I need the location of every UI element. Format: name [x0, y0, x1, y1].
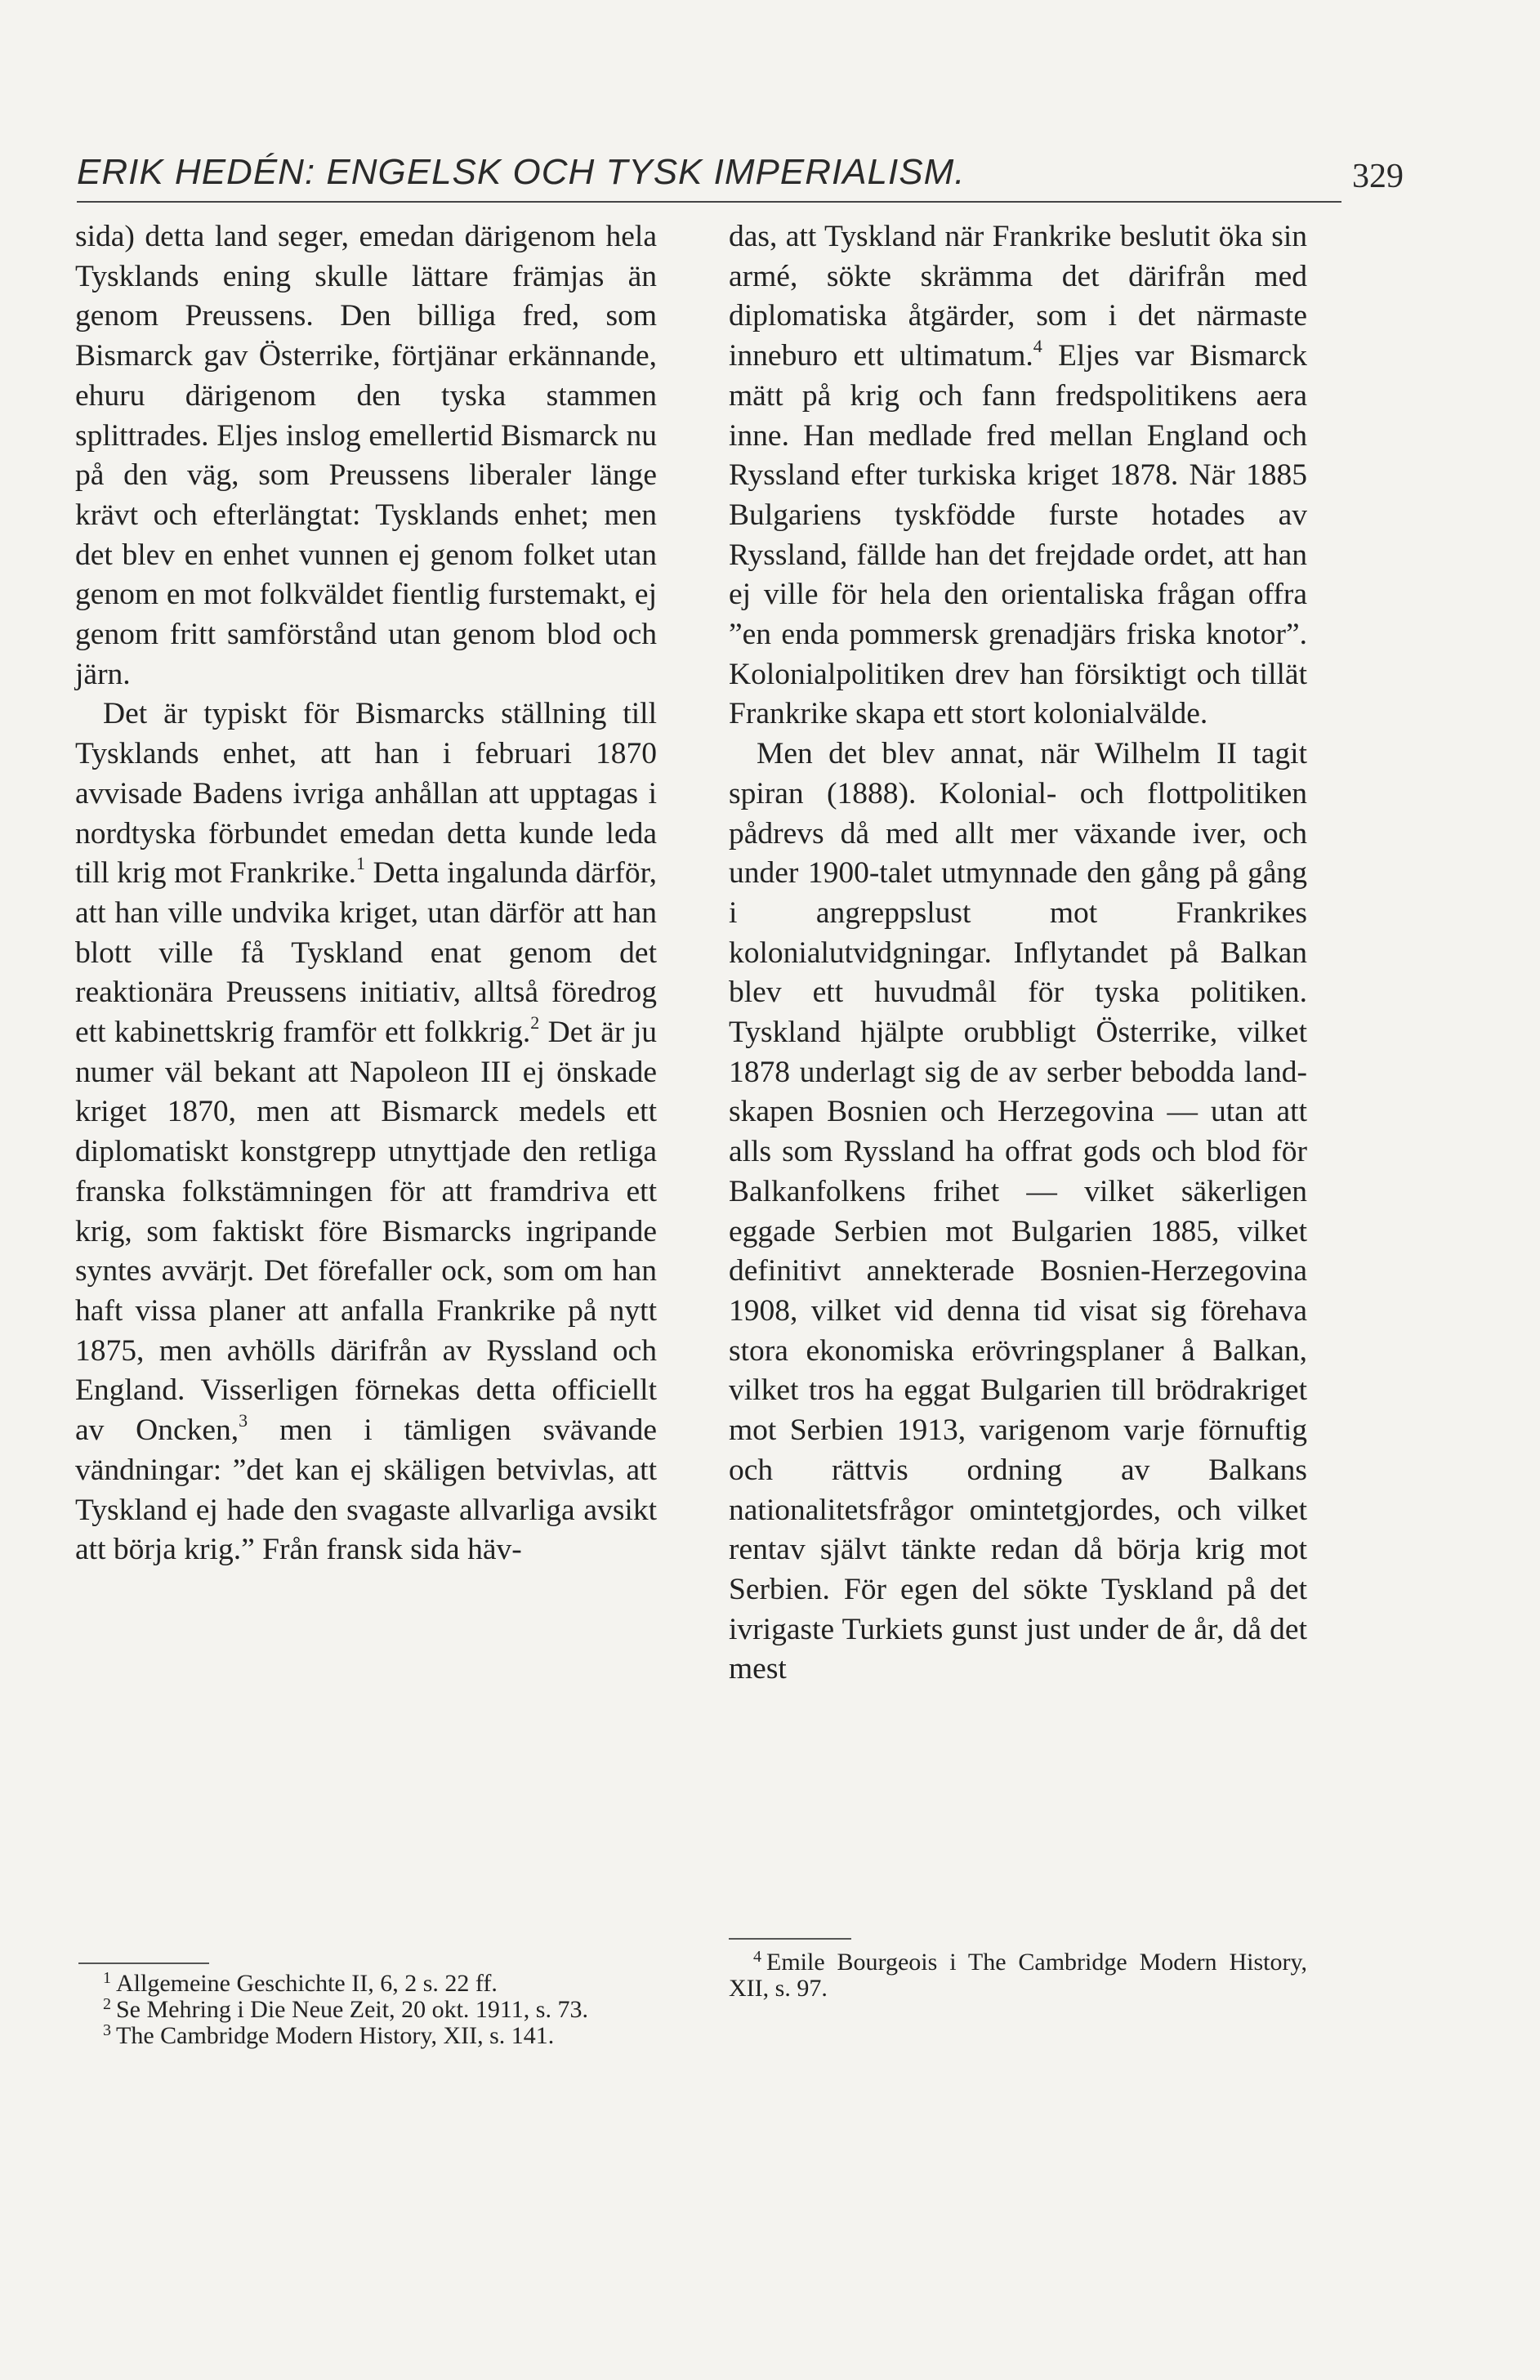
- right-paragraph-1: [729, 217, 1307, 735]
- footnote-4: [729, 1949, 1307, 2002]
- footnote-ref-1: 1: [356, 853, 365, 874]
- right-paragraph-1-text-a: das, att Tyskland när Frankrike beslutit öka sin armé, sökte skrämma det därifrån med diplomatiska åtgärder, som i det närmaste inneburo ett ultimatum.: [729, 220, 1307, 373]
- footnote-mark: 3: [103, 2021, 111, 2039]
- footnote-rule-left: [78, 1962, 209, 1964]
- footnote-1: [78, 1971, 657, 1997]
- left-paragraph-1: sida) detta land seger, emedan därigenom hela Tysklands ening skulle lättare främjas än genom Preussens. Den billiga fred, som Bismarck gav Österrike, förtjänar erkännande, ehuru därigenom den tyska stammen splittrades. Eljes inslog emellertid Bismarck nu på den väg, som Preussens liberaler länge krävt och efterlängtat: Tysklands enhet; men det blev en enhet vunnen ej genom folket utan genom en mot folkväldet fientlig furstemakt, ej genom fritt samförstånd utan genom blod och järn.: [75, 220, 657, 691]
- footnote-text: Emile Bourgeois i The Cambridge Modern History, XII, s. 97.: [729, 1949, 1307, 2002]
- footnote-mark: 4: [753, 1948, 761, 1966]
- header-rule: [77, 201, 1341, 203]
- left-paragraph-2-text-a: Det är typiskt för Bismarcks ställning till Tysklands enhet, att han i februari 1870 avvisade Badens ivriga anhållan att upptagas i nordtyska förbundet emedan detta kunde leda till krig mot Frankrike.: [75, 697, 657, 891]
- footnote-ref-3: 3: [239, 1410, 248, 1431]
- footnote-rule-right: [729, 1938, 851, 1940]
- footnotes-left: [78, 1971, 657, 2049]
- page-header: [77, 145, 1417, 198]
- right-paragraph-1-text-b: Eljes var Bismarck mätt på krig och fann fredspolitikens aera inne. Han medlade fred mellan England och Ryssland efter turkiska kriget 1878. När 1885 Bulgariens tyskfödde furste hotades av Ryssland, fällde han det frejdade ordet, att han ej ville för hela den orientaliska frågan offra ”en enda pommersk grenadjärs friska knotor”. Kolonialpolitiken drev han försiktigt och tillät Frankrike skapa ett stort kolonialvälde.: [729, 339, 1307, 731]
- footnote-text: Allgemeine Geschichte II, 6, 2 s. 22 ff.: [116, 1970, 498, 1997]
- footnote-text: The Cambridge Modern History, XII, s. 141.: [116, 2022, 555, 2049]
- footnote-mark: 2: [103, 1995, 111, 2013]
- right-paragraph-2: Men det blev annat, när Wilhelm II tagit spiran (1888). Kolonial- och flottpolitiken pådrevs då med allt mer växande iver, och under 1900-talet utmynnade den gång på gång i angreppslust mot Frankrikes kolonialutvidgningar. Inflytandet på Balkan blev ett huvudmål för tyska politiken. Tyskland hjälpte orubbligt Österrike, vilket 1878 underlagt sig de av serber bebodda landskapen Bosnien och Herzegovina — utan att alls som Ryssland ha offrat gods och blod för Balkanfolkens frihet — vilket säkerligen eggade Serbien mot Bulgarien 1885, vilket definitivt annekterade Bosnien-Herzegovina 1908, vilket vid denna tid visat sig förehava stora ekonomiska erövringsplaner å Balkan, vilket tros ha eggat Bulgarien till brödrakriget mot Serbien 1913, varigenom varje förnuftig och rättvis ordning av Balkans nationalitetsfrågor omintetgjordes, och vilket rentav självt tänkte redan då börja krig mot Serbien. För egen del sökte Tyskland på det ivrigaste Turkiets gunst just under de år, då det mest: [729, 737, 1307, 1686]
- footnotes-right: [729, 1949, 1307, 2002]
- footnote-ref-2: 2: [530, 1012, 540, 1034]
- footnote-3: [78, 2023, 657, 2049]
- running-head: ERIK HEDÉN: ENGELSK OCH TYSK IMPERIALISM.: [77, 152, 966, 192]
- left-paragraph-2: [75, 694, 657, 1570]
- left-paragraph-2-text-d: men i tämligen svävande vändningar: ”det kan ej skäligen betvivlas, att Tyskland ej hade den svagaste allvarliga avsikt att börja krig.” Från fransk sida häv-: [75, 1413, 657, 1567]
- footnote-text: Se Mehring i Die Neue Zeit, 20 okt. 1911, s. 73.: [116, 1996, 588, 2023]
- page-number: 329: [1352, 158, 1404, 195]
- left-paragraph-2-text-b: Detta ingalunda därför, att han ville undvika kriget, utan därför att han blott ville få Tyskland enat genom det reaktionära Preussens initiativ, alltså föredrog ett kabinettskrig framför ett folkkrig.: [75, 856, 657, 1050]
- footnote-ref-4: 4: [1033, 336, 1042, 357]
- left-column: [75, 217, 657, 1570]
- right-column: [729, 217, 1307, 1690]
- footnote-2: [78, 1997, 657, 2023]
- footnote-mark: 1: [103, 1969, 111, 1987]
- left-paragraph-2-text-c: Det är ju numer väl bekant att Napoleon III ej önskade kriget 1870, men att Bismarck medels ett diplomatiskt konstgrepp utnyttjade den retliga franska folkstämningen för att framdriva ett krig, som faktiskt före Bismarcks ingripande syntes avvärjt. Det förefaller ock, som om han haft vissa planer att anfalla Frankrike på nytt 1875, men avhölls därifrån av Ryssland och England. Visserligen förnekas detta officiellt av Oncken,: [75, 1016, 657, 1448]
